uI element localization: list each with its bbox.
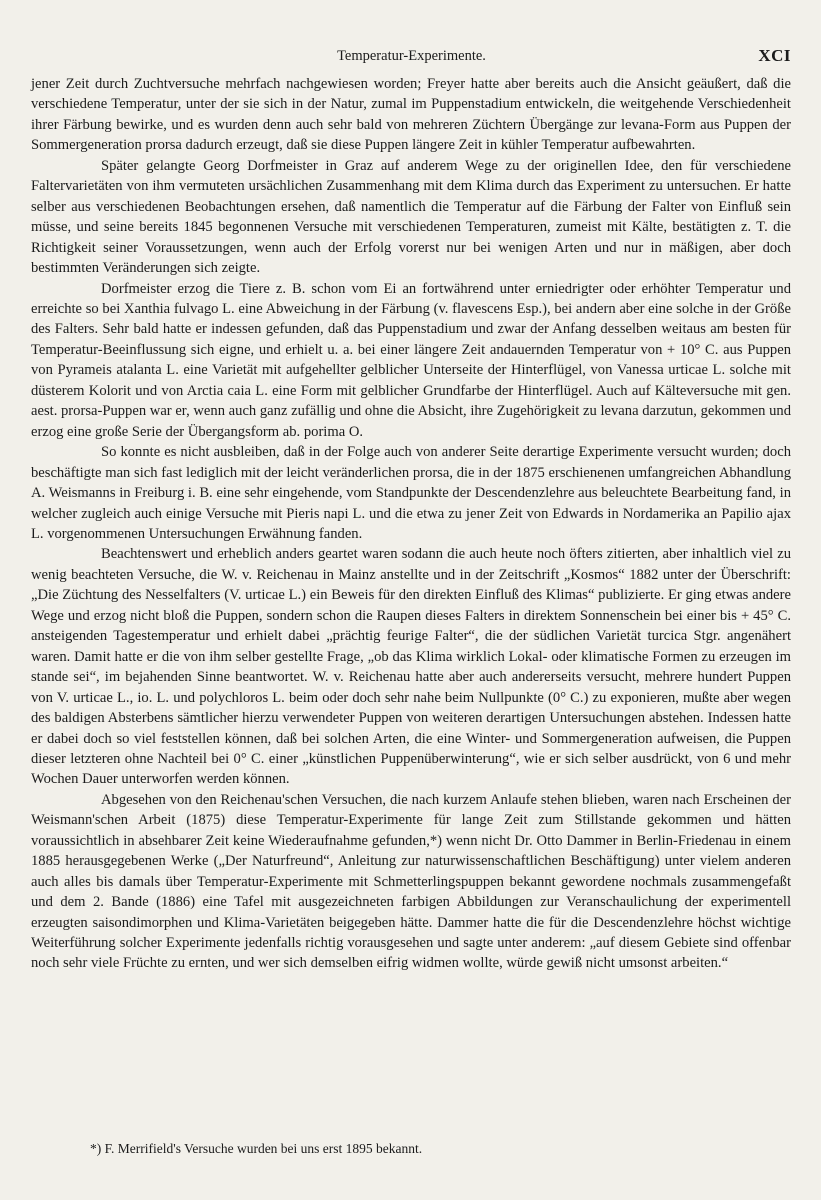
page-number: XCI xyxy=(758,46,791,65)
running-title: Temperatur-Experimente. xyxy=(337,48,486,64)
paragraph: Abgesehen von den Reichenau'schen Versuchen, die nach kurzem Anlaufe stehen blieben, waren nach Erscheinen der Weismann'schen Arbeit (1875) diese Temperatur-Experimente für lange Zeit zum Stillstande gekommen und hätten voraussichtlich in absehbarer Zeit keine Wiederaufnahme gefunden,*) wenn nicht Dr. Otto Dammer in Berlin-Friedenau in einem 1885 herausgegebenen Werke („Der Naturfreund“, Anleitung zur naturwissenschaftlichen Beschäftigung) unter vielem anderen auch alles bis damals über Temperatur-Experimente mit Schmetterlingspuppen bekannt gewordene nochmals zusammengefaßt und dem 2. Bande (1886) eine Tafel mit ausgezeichneten farbigen Abbildungen zur Veranschaulichung der experimentell erzeugten saisondimorphen und Klima-Varietäten beigegeben hätte. Dammer hatte die für die Descendenzlehre höchst wichtige Weiterführung solcher Experimente jedenfalls richtig vorausgesehen und sagte unter anderem: „auf diesem Gebiete sind offenbar noch sehr viele Früchte zu ernten, und wer sich demselben eifrig widmen wollte, würde gewiß nicht umsonst arbeiten.“ xyxy=(31,791,791,972)
paragraph: Später gelangte Georg Dorfmeister in Graz auf anderem Wege zu der originellen Idee, den für verschiedene Faltervarietäten von ihm vermuteten ursächlichen Zusammenhang mit dem Klima durch das Experiment zu untersuchen. Er hatte selber aus verschiedenen Beobachtungen ersehen, daß namentlich die Temperatur auf die Färbung der Falter von Einfluß sein müsse, und seine bereits 1845 begonnenen Versuche mit verschiedenen Temperaturen, zumeist mit Kälte, bestätigten z. T. die Richtigkeit seiner Voraussetzungen, wenn auch der Erfolg vorerst nur bei wenigen Arten und nur in mäßigen, aber doch bestimmten Veränderungen sich zeigte. xyxy=(31,157,791,277)
page-header xyxy=(32,44,791,70)
paragraph: So konnte es nicht ausbleiben, daß in der Folge auch von anderer Seite derartige Experimente versucht wurden; doch beschäftigte man sich fast lediglich mit der leicht veränderlichen prorsa, die in der 1875 erschienenen umfangreichen Abhandlung A. Weismanns in Freiburg i. B. eine sehr eingehende, vom Standpunkte der Descendenzlehre aus beleuchtete Bearbeitung fand, in welcher zugleich auch einige Versuche mit Pieris napi L. und die etwa zu jener Zeit von Edwards in Nordamerika an Papilio ajax L. vorgenommenen Untersuchungen Erwähnung fanden. xyxy=(31,444,791,542)
body-text xyxy=(31,74,791,974)
paragraph: Dorfmeister erzog die Tiere z. B. schon vom Ei an fortwährend unter erniedrigter oder erhöhter Temperatur und erreichte so bei Xanthia fulvago L. eine Abweichung in der Färbung (v. flavescens Esp.), bei andern aber eine solche in der Größe des Falters. Sehr bald hatte er indessen gefunden, daß das Puppenstadium und zwar der Anfang desselben weitaus am besten für Temperatur-Beeinflussung sich eigne, und erhielt u. a. bei einer längere Zeit andauernden Temperatur von + 10° C. aus Puppen von Pyrameis atalanta L. eine Varietät mit aufgehellter gelblicher Unterseite der Hinterflügel, von Vanessa urticae L. solche mit düsterem Kolorit und von Arctia caia L. eine Form mit gelblicher Grundfarbe der Hinterflügel. Auch auf Kälteversuche mit gen. aest. prorsa-Puppen war er, wenn auch ganz zufällig und ohne die Absicht, ihre Zugehörigkeit zu levana darzutun, gekommen und erzog eine große Serie der Übergangsform ab. porima O. xyxy=(31,280,791,440)
footnote: *) F. Merrifield's Versuche wurden bei uns erst 1895 bekannt. xyxy=(90,1141,423,1156)
paragraph: jener Zeit durch Zuchtversuche mehrfach nachgewiesen worden; Freyer hatte aber bereits auch die Ansicht geäußert, daß die verschiedene Temperatur, unter der sie sich in der Natur, zumal im Puppenstadium entwickeln, die weitgehende Verschiedenheit ihrer Färbung bewirke, und es wurden denn auch sehr bald von mehreren Züchtern Übergänge zur levana-Form aus Puppen der Sommergeneration prorsa dadurch erzeugt, daß sie diese Puppen längere Zeit in kühler Temperatur aufbewahrten. xyxy=(31,76,791,154)
paragraph: Beachtenswert und erheblich anders geartet waren sodann die auch heute noch öfters zitierten, aber inhaltlich viel zu wenig beachteten Versuche, die W. v. Reichenau in Mainz anstellte und in der Zeitschrift „Kosmos“ 1882 unter der Überschrift: „Die Züchtung des Nesselfalters (V. urticae L.) ein Beweis für den direkten Einfluß des Klimas“ publizierte. Er ging etwas andere Wege und erzog nicht bloß die Puppen, sondern schon die Raupen dieses Falters in direktem Sonnenschein bei einer bis + 45° C. ansteigenden Tagestemperatur und erhielt dabei „prächtig feurige Falter“, die der südlichen Varietät turcica Stgr. angenähert waren. Damit hatte er die von ihm selber gestellte Frage, „ob das Klima wirklich Lokal- oder klimatische Formen zu erzeugen im stande sei“, im bejahenden Sinne beantwortet. W. v. Reichenau hatte aber auch andererseits versucht, mehrere hundert Puppen von V. urticae L., io. L. und polychloros L. beim oder doch sehr nahe beim Nullpunkte (0° C.) zu exponieren, mußte aber wegen des baldigen Absterbens sämtlicher hierzu verwendeter Puppen von weiteren derartigen Untersuchungen abstehen. Indessen hatte er dabei doch so viel feststellen können, daß bei solchen Arten, die eine Winter- und Sommergeneration aufweisen, die Puppen dieser letzteren ohne Nachteil bei 0° C. einer „künstlichen Puppenüberwinterung“, wie er sich selber ausdrückt, von 6 und mehr Wochen Dauer unterworfen werden können. xyxy=(31,546,791,788)
